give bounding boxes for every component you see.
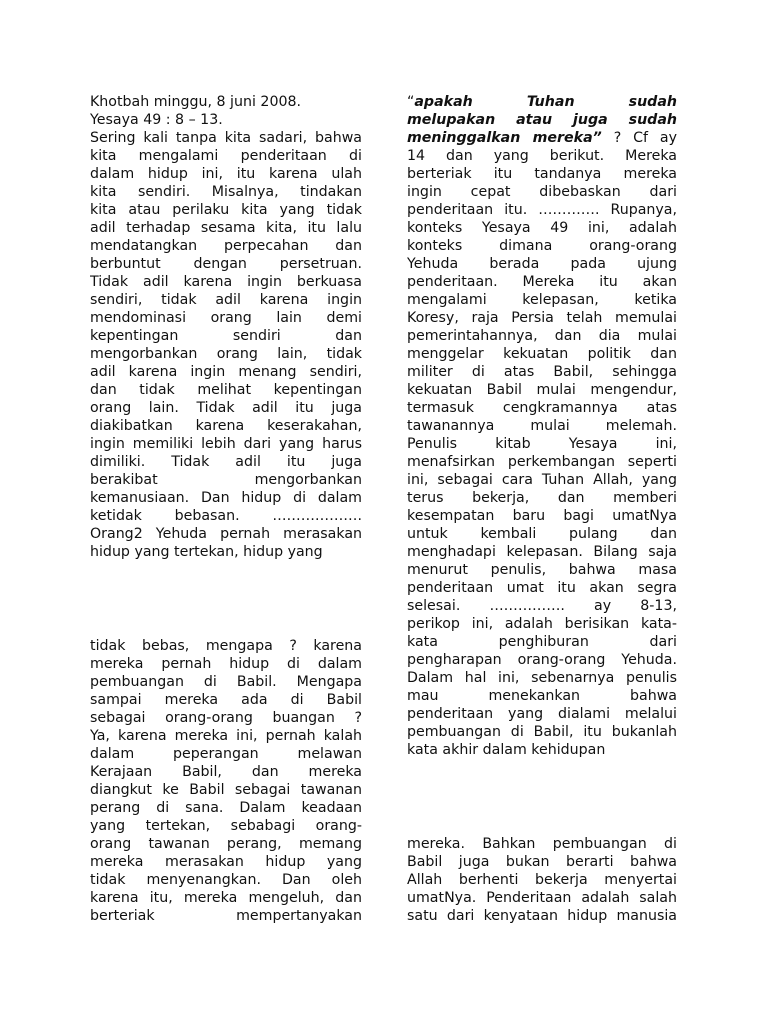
right-column-top	[407, 93, 677, 759]
quote-line-3: meninggalkan mereka” ? Cf ay	[407, 130, 677, 146]
text-line: 14 dan yang berikut. Mereka	[407, 148, 677, 164]
text-line: menggelar kekuatan politik dan	[407, 346, 677, 362]
text-line: perang di sana. Dalam keadaan	[90, 800, 362, 816]
text-line: Dalam hal ini, sebenarnya penulis	[407, 670, 677, 686]
text-line: pembuangan di Babil. Mengapa	[90, 674, 362, 690]
text-line: mengalami kelepasan, ketika	[407, 292, 677, 308]
text-line: tidak menyenangkan. Dan oleh	[90, 872, 362, 888]
text-line: adil karena ingin menang sendiri,	[90, 364, 362, 380]
text-line: berbuntut dengan persetruan.	[90, 256, 362, 272]
text-line: kita mengalami penderitaan di	[90, 148, 362, 164]
text-line: kepentingan sendiri dan	[90, 328, 362, 344]
text-line: Ya, karena mereka ini, pernah kalah	[90, 728, 362, 744]
text-line: adil terhadap sesama kita, itu lalu	[90, 220, 362, 236]
text-line: Koresy, raja Persia telah memulai	[407, 310, 677, 326]
text-line: Orang2 Yehuda pernah merasakan	[90, 526, 362, 542]
text-line: kita atau perilaku kita yang tidak	[90, 202, 362, 218]
text-line: penderitaan. Mereka itu akan	[407, 274, 677, 290]
text-line: berteriak itu tandanya mereka	[407, 166, 677, 182]
text-line: Kerajaan Babil, dan mereka	[90, 764, 362, 780]
text-line: mendominasi orang lain demi	[90, 310, 362, 326]
text-line: karena itu, mereka mengeluh, dan	[90, 890, 362, 906]
text-line: berakibat mengorbankan	[90, 472, 362, 488]
text-line: ini, sebagai cara Tuhan Allah, yang	[407, 472, 677, 488]
text-line: Babil juga bukan berarti bahwa	[407, 854, 677, 870]
text-line: menafsirkan perkembangan seperti	[407, 454, 677, 470]
text-line: Yesaya 49 : 8 – 13.	[90, 112, 223, 128]
text-line: Sering kali tanpa kita sadari, bahwa	[90, 130, 362, 146]
quote-line-1: “apakah Tuhan sudah	[407, 94, 677, 110]
text-line: dan tidak melihat kepentingan	[90, 382, 362, 398]
text-line: menurut penulis, bahwa masa	[407, 562, 677, 578]
text-line: menghadapi kelepasan. Bilang saja	[407, 544, 677, 560]
text-line: penderitaan itu. …………. Rupanya,	[407, 202, 677, 218]
text-line: tawanannya mulai melemah.	[407, 418, 677, 434]
text-line: perikop ini, adalah berisikan kata-	[407, 616, 677, 632]
text-line: Khotbah minggu, 8 juni 2008.	[90, 94, 302, 110]
text-line: ingin memiliki lebih dari yang harus	[90, 436, 362, 452]
text-line: sampai mereka ada di Babil	[90, 692, 362, 708]
text-line: mereka pernah hidup di dalam	[90, 656, 362, 672]
text-line: dimiliki. Tidak adil itu juga	[90, 454, 362, 470]
text-line: pembuangan di Babil, itu bukanlah	[407, 724, 677, 740]
text-line: militer di atas Babil, sehingga	[407, 364, 677, 380]
text-line: kemanusiaan. Dan hidup di dalam	[90, 490, 362, 506]
text-line: termasuk cengkramannya atas	[407, 400, 677, 416]
text-line: sendiri, tidak adil karena ingin	[90, 292, 362, 308]
text-line: kita sendiri. Misalnya, tindakan	[90, 184, 362, 200]
text-line: satu dari kenyataan hidup manusia	[407, 908, 677, 924]
text-line: kata penghiburan dari	[407, 634, 677, 650]
text-line: diangkut ke Babil sebagai tawanan	[90, 782, 362, 798]
text-line: untuk kembali pulang dan	[407, 526, 677, 542]
text-line: ketidak bebasan. ……………….	[90, 508, 362, 524]
text-line: mereka. Bahkan pembuangan di	[407, 836, 677, 852]
text-line: tidak bebas, mengapa ? karena	[90, 638, 362, 654]
text-line: kesempatan baru bagi umatNya	[407, 508, 677, 524]
text-line: mendatangkan perpecahan dan	[90, 238, 362, 254]
text-line: mengorbankan orang lain, tidak	[90, 346, 362, 362]
text-line: pemerintahannya, dan dia mulai	[407, 328, 677, 344]
text-line: umatNya. Penderitaan adalah salah	[407, 890, 677, 906]
text-line: diakibatkan karena keserakahan,	[90, 418, 362, 434]
quote-line-2: melupakan atau juga sudah	[407, 112, 677, 128]
text-line: pengharapan orang-orang Yehuda.	[407, 652, 677, 668]
text-line: mau menekankan bahwa	[407, 688, 677, 704]
text-line: Yehuda berada pada ujung	[407, 256, 677, 272]
text-line: dalam peperangan melawan	[90, 746, 362, 762]
text-line: yang tertekan, sebabagi orang-	[90, 818, 362, 834]
text-line: konteks dimana orang-orang	[407, 238, 677, 254]
text-line: mereka merasakan hidup yang	[90, 854, 362, 870]
text-line: kata akhir dalam kehidupan	[407, 742, 606, 758]
text-line: konteks Yesaya 49 ini, adalah	[407, 220, 677, 236]
text-line: terus bekerja, dan memberi	[407, 490, 677, 506]
text-line: kekuatan Babil mulai mengendur,	[407, 382, 677, 398]
text-line: hidup yang tertekan, hidup yang	[90, 544, 323, 560]
text-line: Allah berhenti bekerja menyertai	[407, 872, 677, 888]
right-column-bottom	[407, 835, 677, 925]
text-line: orang lain. Tidak adil itu juga	[90, 400, 362, 416]
text-line: penderitaan yang dialami melalui	[407, 706, 677, 722]
left-column-top	[90, 93, 362, 561]
text-line: orang tawanan perang, memang	[90, 836, 362, 852]
text-line: sebagai orang-orang buangan ?	[90, 710, 362, 726]
text-line: dalam hidup ini, itu karena ulah	[90, 166, 362, 182]
text-line: Tidak adil karena ingin berkuasa	[90, 274, 362, 290]
text-line: berteriak mempertanyakan	[90, 908, 362, 924]
text-line: selesai. ……………. ay 8-13,	[407, 598, 677, 614]
text-line: penderitaan umat itu akan segra	[407, 580, 677, 596]
left-column-bottom	[90, 637, 362, 925]
text-line: Penulis kitab Yesaya ini,	[407, 436, 677, 452]
text-line: ingin cepat dibebaskan dari	[407, 184, 677, 200]
